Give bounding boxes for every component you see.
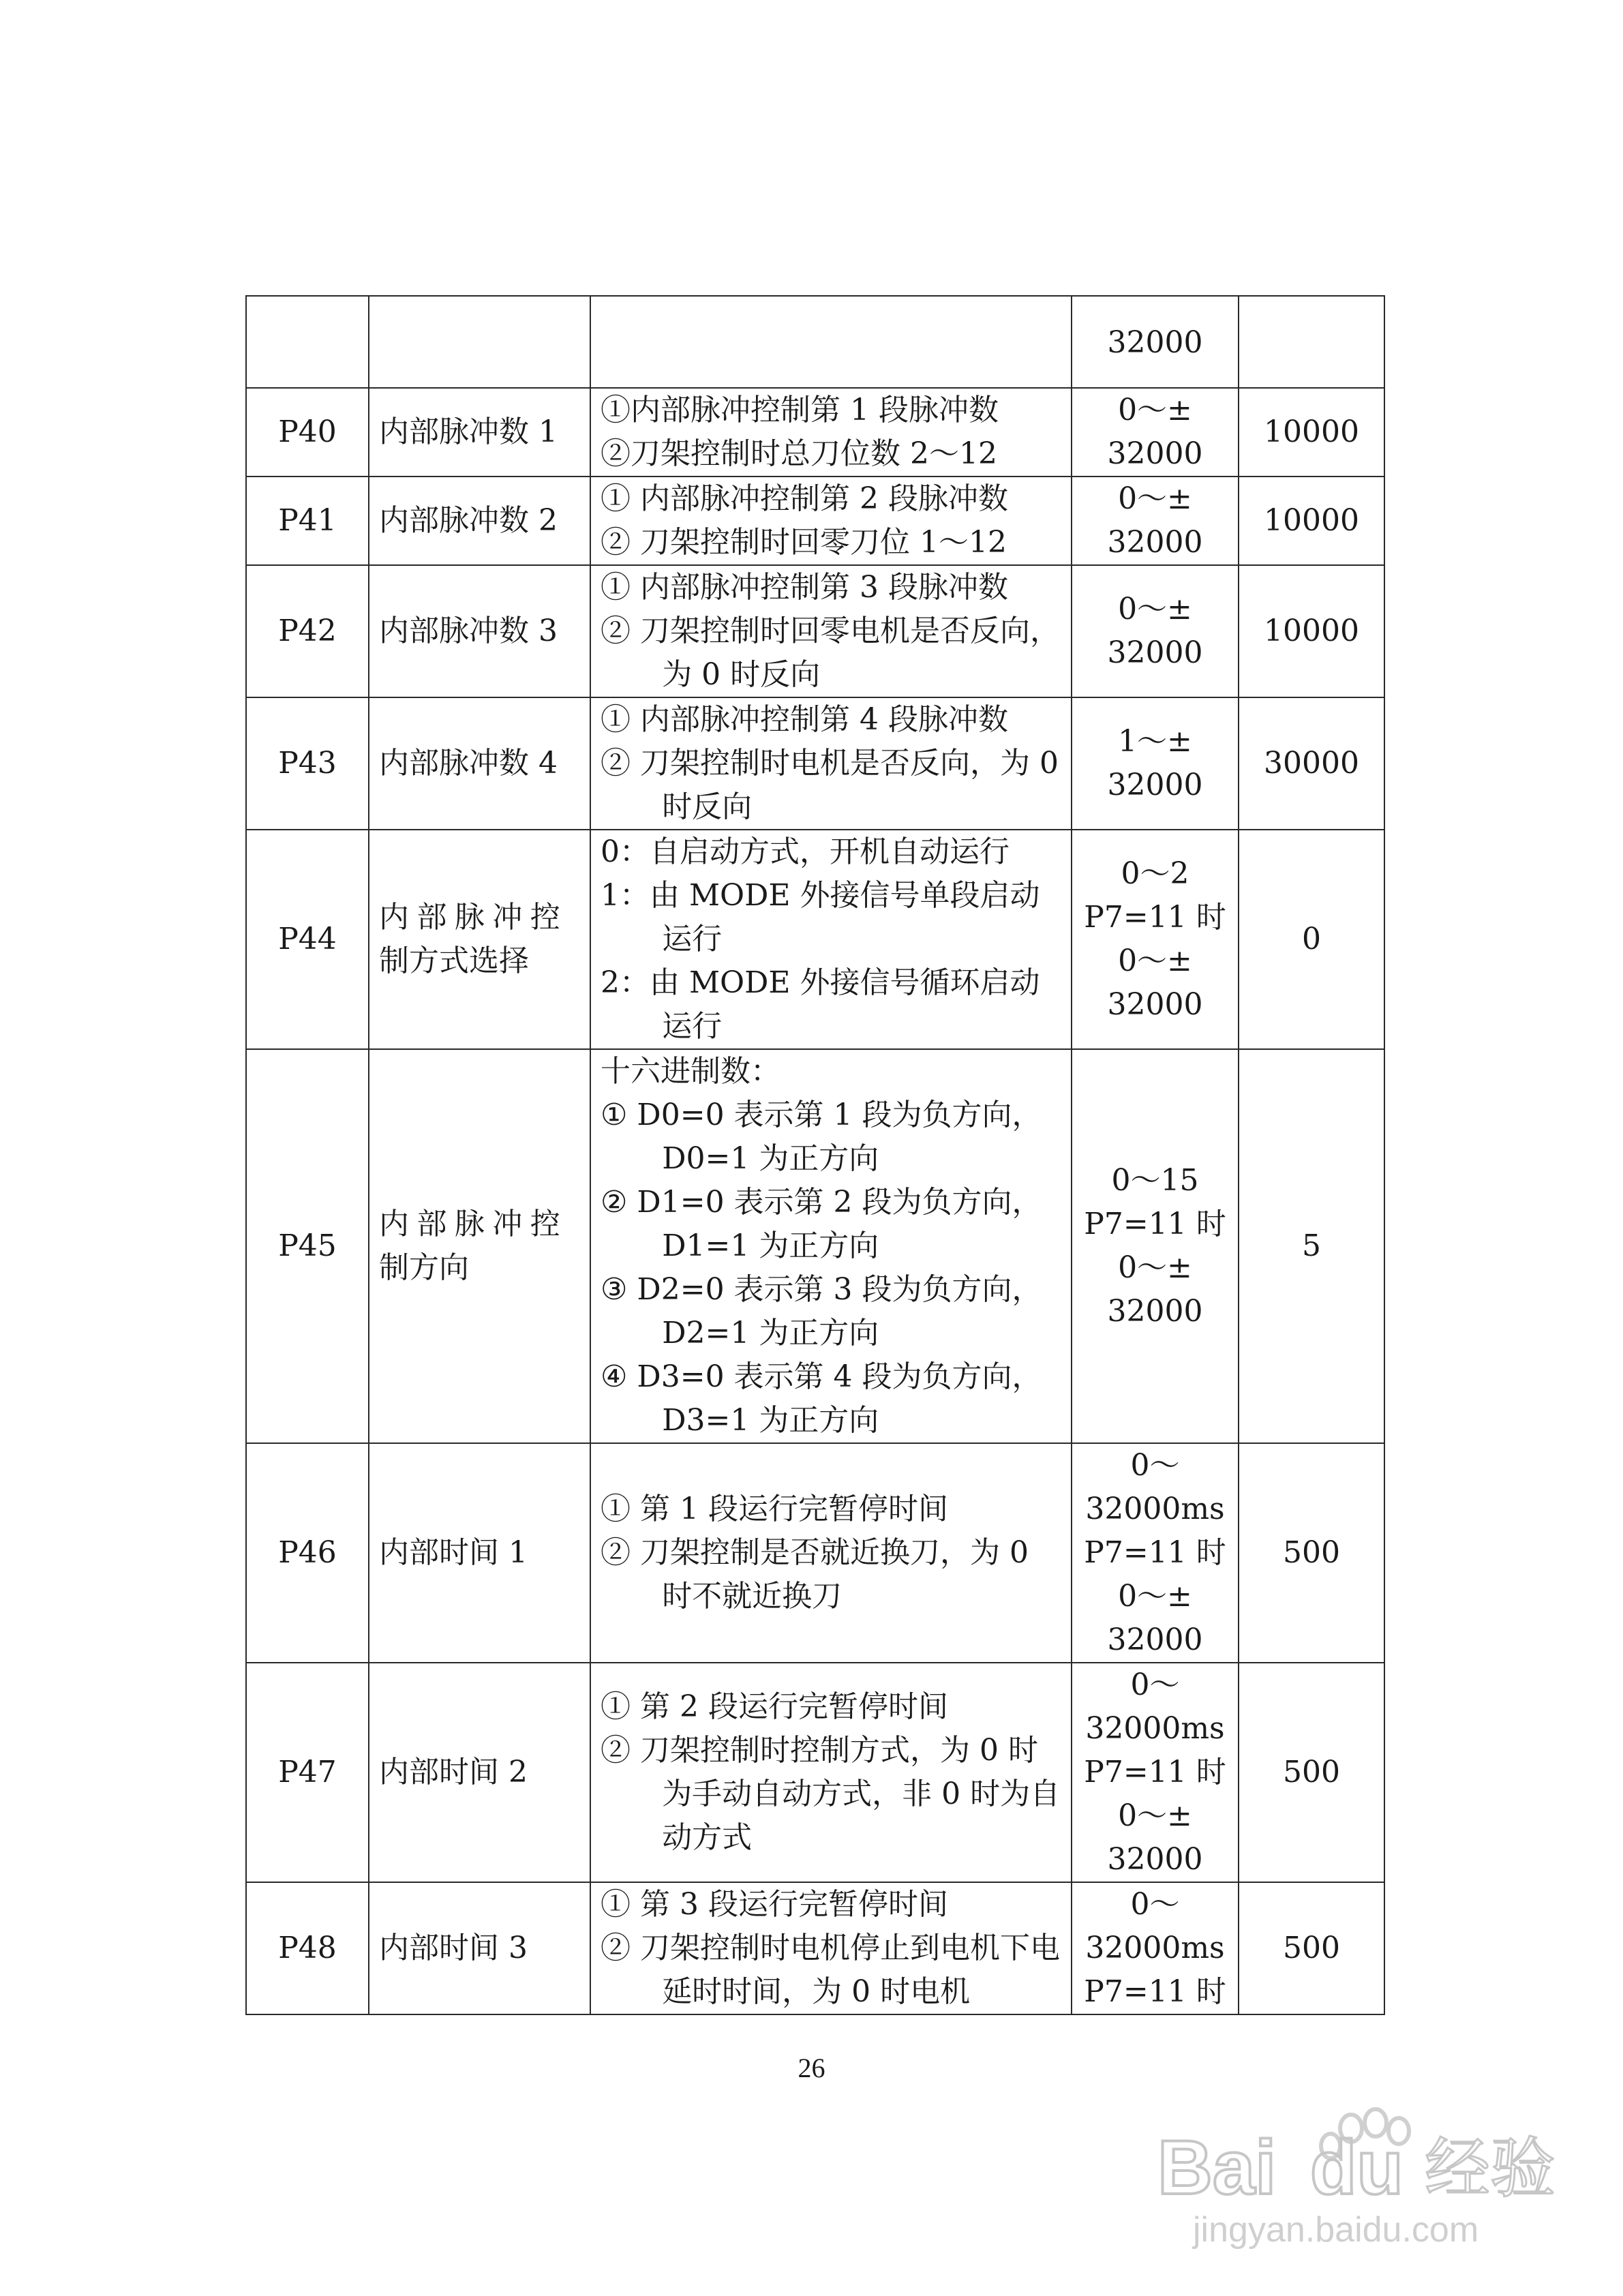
- cell-range: 32000: [1072, 296, 1239, 388]
- cell-range: 0～ 32000ms P7=11 时 0～± 32000: [1072, 1663, 1239, 1882]
- table-row: [246, 1443, 1384, 1663]
- cell-name: 内部脉冲控 制方式选择: [369, 830, 590, 1049]
- cell-name: 内部时间 1: [369, 1443, 590, 1663]
- cell-range: 0～15 P7=11 时 0～± 32000: [1072, 1049, 1239, 1443]
- cell-default: 30000: [1239, 697, 1384, 830]
- watermark-brand: Bai: [1157, 2125, 1277, 2210]
- cell-range: 0～2 P7=11 时 0～± 32000: [1072, 830, 1239, 1049]
- cell-range: 1～± 32000: [1072, 697, 1239, 830]
- cell-default: 500: [1239, 1443, 1384, 1663]
- cell-desc: ① 内部脉冲控制第 4 段脉冲数 ② 刀架控制时电机是否反向，为 0 时反向: [590, 697, 1072, 830]
- cell-desc: ① 第 1 段运行完暂停时间 ② 刀架控制是否就近换刀，为 0 时不就近换刀: [590, 1443, 1072, 1663]
- cell-code: P44: [246, 830, 369, 1049]
- page-number: 26: [798, 2053, 825, 2083]
- watermark-brand-2: du: [1310, 2125, 1404, 2210]
- cell-default: 5: [1239, 1049, 1384, 1443]
- cell-desc: ① 第 3 段运行完暂停时间 ② 刀架控制时电机停止到电机下电延时时间，为 0 时电机: [590, 1882, 1072, 2014]
- baidu-jingyan-watermark: [1152, 2106, 1588, 2256]
- cell-default: 10000: [1239, 388, 1384, 477]
- table-row: [246, 1882, 1384, 2014]
- cell-name: 内部脉冲控 制方向: [369, 1049, 590, 1443]
- cell-name: 内部脉冲数 3: [369, 565, 590, 697]
- cell-name: 内部时间 3: [369, 1882, 590, 2014]
- cell-name: 内部脉冲数 2: [369, 477, 590, 565]
- table-row: [246, 388, 1384, 477]
- table-row: [246, 830, 1384, 1049]
- watermark-url: jingyan.baidu.com: [1193, 2210, 1479, 2250]
- cell-name: 内部脉冲数 1: [369, 388, 590, 477]
- watermark-cn: 经验: [1425, 2130, 1556, 2207]
- cell-code: P46: [246, 1443, 369, 1663]
- cell-range: 0～± 32000: [1072, 477, 1239, 565]
- cell-desc: ① 第 2 段运行完暂停时间 ② 刀架控制时控制方式，为 0 时为手动自动方式，非 0 时为自动方式: [590, 1663, 1072, 1882]
- cell-desc: 0：自启动方式，开机自动运行 1：由 MODE 外接信号单段启动运行 2：由 MODE 外接信号循环启动运行: [590, 830, 1072, 1049]
- cell-default: [1239, 296, 1384, 388]
- cell-default: 0: [1239, 830, 1384, 1049]
- cell-code: P48: [246, 1882, 369, 2014]
- cell-code: P42: [246, 565, 369, 697]
- cell-default: 500: [1239, 1663, 1384, 1882]
- table-row: [246, 296, 1384, 388]
- table-row: [246, 697, 1384, 830]
- cell-code: P41: [246, 477, 369, 565]
- cell-desc: [590, 296, 1072, 388]
- cell-name: 内部时间 2: [369, 1663, 590, 1882]
- cell-range: 0～± 32000: [1072, 388, 1239, 477]
- cell-desc: ① 内部脉冲控制第 3 段脉冲数 ② 刀架控制时回零电机是否反向，为 0 时反向: [590, 565, 1072, 697]
- cell-desc: ① 内部脉冲控制第 2 段脉冲数 ② 刀架控制时回零刀位 1～12: [590, 477, 1072, 565]
- table-row: [246, 565, 1384, 697]
- cell-name: [369, 296, 590, 388]
- cell-desc: 十六进制数： ① D0=0 表示第 1 段为负方向，D0=1 为正方向 ② D1=0 表示第 2 段为负方向，D1=1 为正方向 ③ D2=0 表示第 3 段为负方向，D2=1 为正方向 ④ D3=0 表示第 4 段为负方向，D3=1 为正方向: [590, 1049, 1072, 1443]
- table-row: [246, 477, 1384, 565]
- cell-code: P47: [246, 1663, 369, 1882]
- cell-default: 10000: [1239, 565, 1384, 697]
- cell-name: 内部脉冲数 4: [369, 697, 590, 830]
- cell-code: P43: [246, 697, 369, 830]
- cell-default: 10000: [1239, 477, 1384, 565]
- cell-code: P45: [246, 1049, 369, 1443]
- cell-range: 0～± 32000: [1072, 565, 1239, 697]
- cell-default: 500: [1239, 1882, 1384, 2014]
- parameter-table: [245, 295, 1385, 2015]
- cell-range: 0～ 32000ms P7=11 时 0～± 32000: [1072, 1443, 1239, 1663]
- table-row: [246, 1663, 1384, 1882]
- table-row: [246, 1049, 1384, 1443]
- cell-code: [246, 296, 369, 388]
- cell-desc: ①内部脉冲控制第 1 段脉冲数 ②刀架控制时总刀位数 2～12: [590, 388, 1072, 477]
- cell-range: 0～ 32000ms P7=11 时: [1072, 1882, 1239, 2014]
- cell-code: P40: [246, 388, 369, 477]
